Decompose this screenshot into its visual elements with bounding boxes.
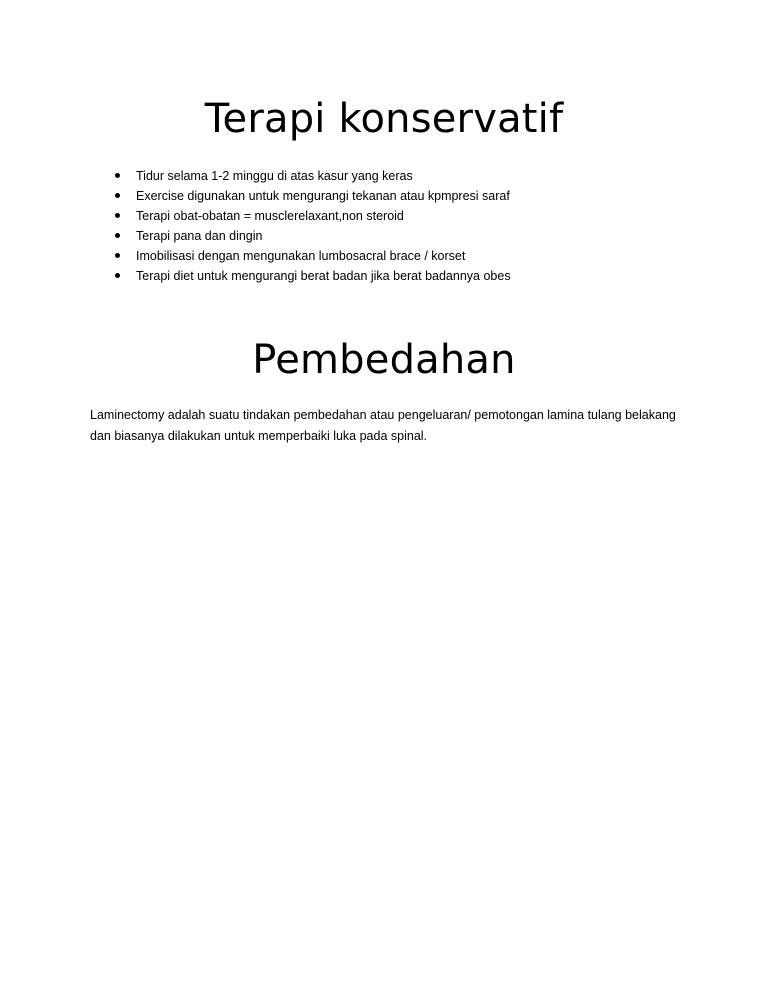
bullet-icon [115, 193, 120, 198]
list-item-text: Terapi obat-obatan = musclerelaxant,non steroid [136, 209, 404, 223]
list-item-text: Terapi pana dan dingin [136, 229, 263, 243]
section-title-terapi-konservatif: Terapi konservatif [204, 96, 564, 142]
therapy-bullet-list [112, 166, 511, 286]
bullet-icon [115, 173, 120, 178]
list-item-text: Imobilisasi dengan mengunakan lumbosacral brace / korset [136, 249, 466, 263]
list-item [112, 266, 511, 286]
list-item-text: Terapi diet untuk mengurangi berat badan jika berat badannya obes [136, 269, 511, 283]
bullet-icon [115, 213, 120, 218]
bullet-icon [115, 253, 120, 258]
list-item [112, 246, 511, 266]
bullet-icon [115, 233, 120, 238]
section-title-pembedahan: Pembedahan [252, 337, 516, 383]
list-item [112, 226, 511, 246]
list-item-text: Exercise digunakan untuk mengurangi tekanan atau kpmpresi saraf [136, 189, 510, 203]
bullet-icon [115, 273, 120, 278]
list-item-text: Tidur selama 1-2 minggu di atas kasur yang keras [136, 169, 413, 183]
pembedahan-paragraph: Laminectomy adalah suatu tindakan pembedahan atau pengeluaran/ pemotongan lamina tulang belakang dan biasanya dilakukan untuk memperbaiki luka pada spinal. [90, 408, 676, 443]
list-item [112, 206, 511, 226]
list-item [112, 186, 511, 206]
list-item [112, 166, 511, 186]
